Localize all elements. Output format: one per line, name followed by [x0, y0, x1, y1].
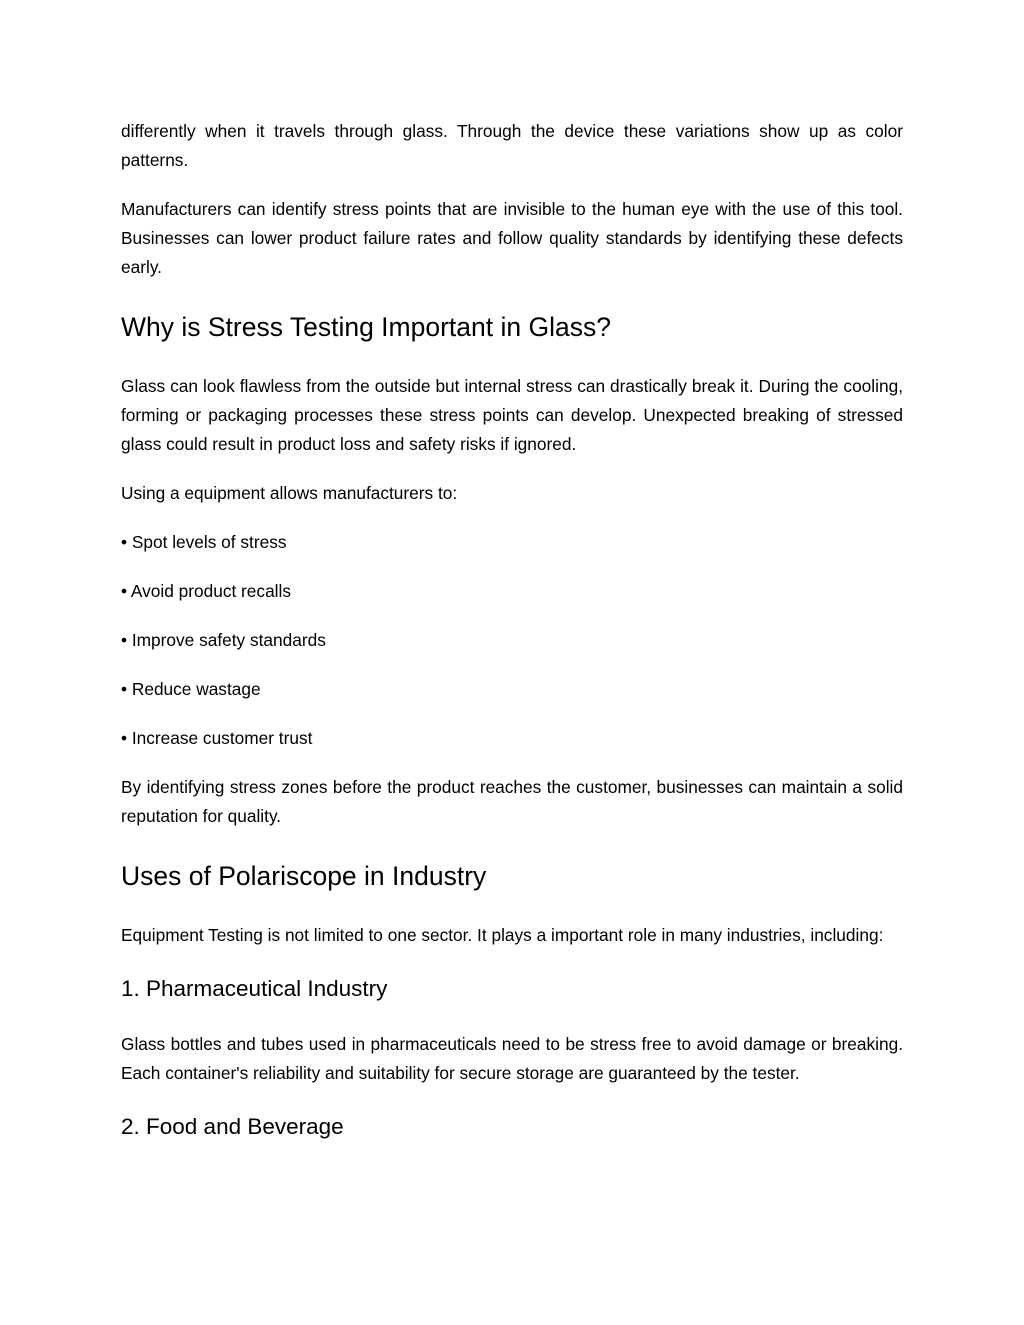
document-page — [121, 117, 903, 1142]
bullet-item: • Spot levels of stress — [121, 532, 287, 552]
paragraph-why-closing: By identifying stress zones before the product reaches the customer, businesses can maintain a solid reputation for quality. — [121, 777, 903, 826]
heading-uses-polariscope: Uses of Polariscope in Industry — [121, 861, 487, 891]
bullet-item: • Increase customer trust — [121, 728, 313, 748]
bullet-item: • Avoid product recalls — [121, 581, 291, 601]
paragraph-manufacturers: Manufacturers can identify stress points that are invisible to the human eye with the use of this tool. Businesses can lower product failure rates and follow quality standards by identifying these defects early. — [121, 199, 903, 277]
paragraph-why-body: Glass can look flawless from the outside but internal stress can drastically break it. During the cooling, forming or packaging processes these stress points can develop. Unexpected breaking of stressed glass could result in product loss and safety risks if ignored. — [121, 376, 903, 454]
paragraph-uses-body: Equipment Testing is not limited to one sector. It plays a important role in many industries, including: — [121, 925, 884, 945]
paragraph-pharmaceutical-body: Glass bottles and tubes used in pharmaceuticals need to be stress free to avoid damage or breaking. Each container's reliability and suitability for secure storage are guaranteed by the tester. — [121, 1034, 903, 1083]
bullet-item: • Improve safety standards — [121, 630, 326, 650]
heading-food-and-beverage: 2. Food and Beverage — [121, 1114, 344, 1139]
bullet-item: • Reduce wastage — [121, 679, 261, 699]
heading-pharmaceutical-industry: 1. Pharmaceutical Industry — [121, 976, 388, 1001]
paragraph-intro-continued: differently when it travels through glass. Through the device these variations show up as color patterns. — [121, 121, 903, 170]
paragraph-list-intro: Using a equipment allows manufacturers to: — [121, 483, 458, 503]
heading-why-stress-testing: Why is Stress Testing Important in Glass? — [121, 312, 611, 342]
